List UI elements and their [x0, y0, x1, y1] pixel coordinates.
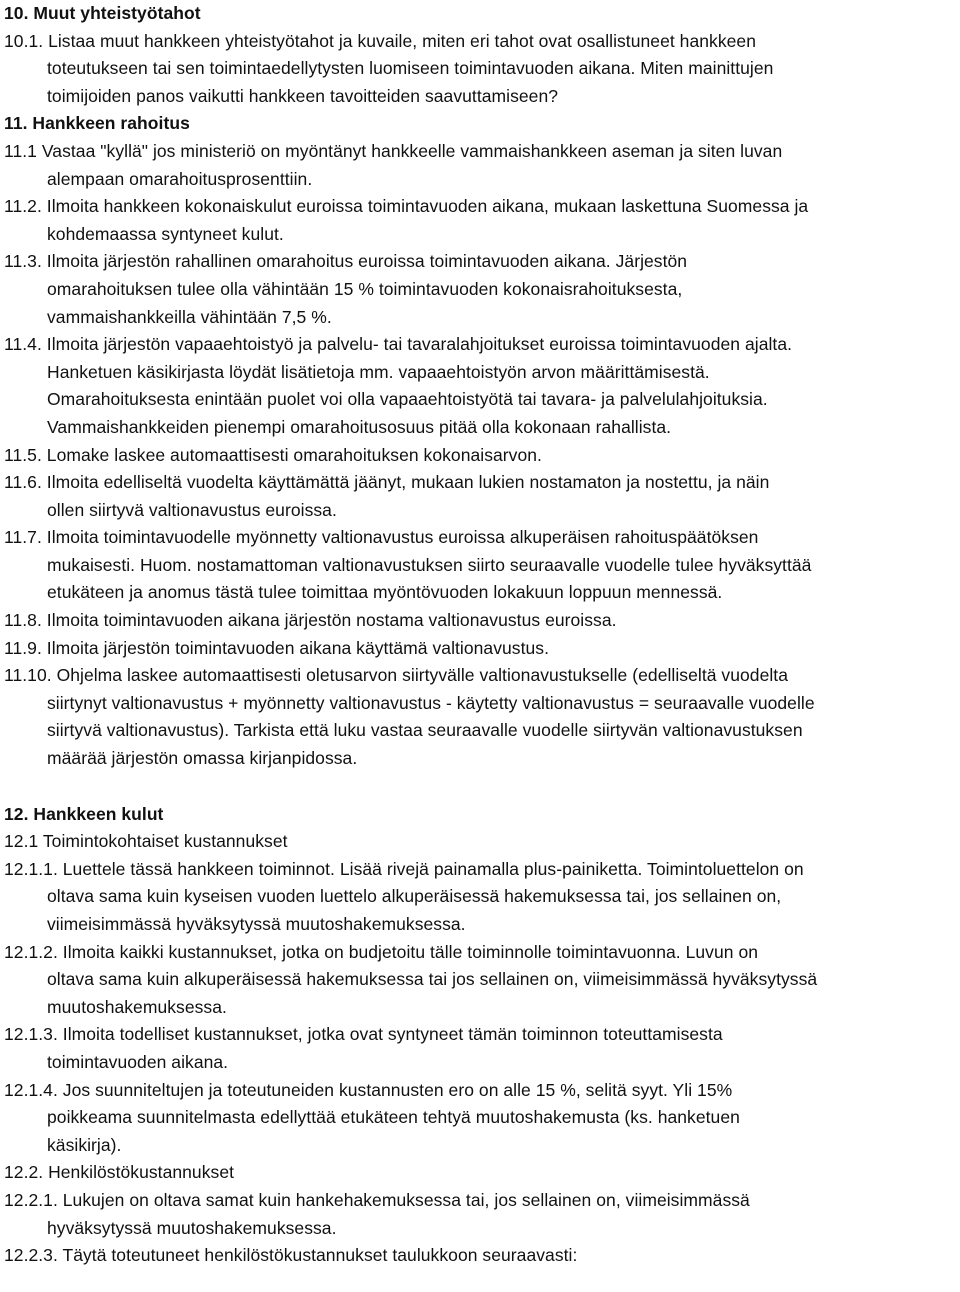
text-line: siirtyvä valtionavustus). Tarkista että luku vastaa seuraavalle vuodelle siirtyvän valtionavustuksen: [47, 720, 803, 741]
paragraph-10-1: [4, 28, 960, 111]
text-line: muutoshakemuksessa.: [47, 996, 227, 1017]
section-heading-11: 11. Hankkeen rahoitus: [4, 113, 190, 134]
paragraph-11-2: [4, 193, 960, 248]
text-line: Vammaishankkeiden pienempi omarahoitusosuus pitää olla kokonaan rahallista.: [47, 416, 672, 437]
text-line: 12.1.1. Luettele tässä hankkeen toiminnot. Lisää rivejä painamalla plus-painiketta. Toimintoluettelon on: [4, 858, 804, 879]
paragraph-11-8: [4, 607, 960, 635]
text-line: kohdemaassa syntyneet kulut.: [47, 223, 284, 244]
section-heading-12: 12. Hankkeen kulut: [4, 803, 164, 824]
text-line: Hanketuen käsikirjasta löydät lisätietoja mm. vapaaehtoistyön arvon määrittämisestä.: [47, 361, 710, 382]
text-line: käsikirja).: [47, 1134, 122, 1155]
section-spacer: [4, 773, 960, 801]
text-line: 12.1 Toimintokohtaiset kustannukset: [4, 831, 288, 852]
paragraph-12-1-2: [4, 939, 960, 1022]
text-line: toimijoiden panos vaikutti hankkeen tavoitteiden saavuttamiseen?: [47, 85, 559, 106]
text-line: 12.1.4. Jos suunniteltujen ja toteutuneiden kustannusten ero on alle 15 %, selitä syyt. Yli 15%: [4, 1079, 733, 1100]
text-line: toteutukseen tai sen toimintaedellytysten luomiseen toimintavuoden aikana. Miten mainittujen: [47, 58, 774, 79]
text-line: oltava sama kuin kyseisen vuoden luettelo alkuperäisessä hakemuksessa tai, jos sellainen on,: [47, 886, 782, 907]
paragraph-12-1-4: [4, 1077, 960, 1160]
paragraph-11-4: [4, 331, 960, 441]
text-line: mukaisesti. Huom. nostamattoman valtionavustuksen siirto seuraavalle vuodelle tulee hyväksyttää: [47, 554, 812, 575]
text-line: 11.4. Ilmoita järjestön vapaaehtoistyö ja palvelu- tai tavaralahjoitukset euroissa toimintavuoden ajalta.: [4, 334, 793, 355]
text-line: 12.2.1. Lukujen on oltava samat kuin hankehakemuksessa tai, jos sellainen on, viimeisimmässä: [4, 1189, 750, 1210]
text-line: alempaan omarahoitusprosenttiin.: [47, 168, 313, 189]
text-line: 11.2. Ilmoita hankkeen kokonaiskulut euroissa toimintavuoden aikana, mukaan laskettuna Suomessa ja: [4, 196, 809, 217]
paragraph-11-9: [4, 635, 960, 663]
text-line: määrää järjestön omassa kirjanpidossa.: [47, 748, 358, 769]
paragraph-11-6: [4, 469, 960, 524]
paragraph-11-1: [4, 138, 960, 193]
text-line: hyväksytyssä muutoshakemuksessa.: [47, 1217, 337, 1238]
text-line: viimeisimmässä hyväksytyssä muutoshakemuksessa.: [47, 914, 466, 934]
text-line: 11.3. Ilmoita järjestön rahallinen omarahoitus euroissa toimintavuoden aikana. Järjestön: [4, 251, 688, 272]
paragraph-12-1-3: [4, 1021, 960, 1076]
paragraph-11-7: [4, 524, 960, 607]
text-line: 12.1.3. Ilmoita todelliset kustannukset, jotka ovat syntyneet tämän toiminnon toteuttamisesta: [4, 1024, 723, 1045]
paragraph-11-3: [4, 248, 960, 331]
text-line: Omarahoituksesta enintään puolet voi olla vapaaehtoistyötä tai tavara- ja palvelulahjoituksia.: [47, 389, 768, 410]
paragraph-11-10: [4, 662, 960, 772]
text-line: 11.9. Ilmoita järjestön toimintavuoden aikana käyttämä valtionavustus.: [4, 637, 549, 658]
text-line: 11.8. Ilmoita toimintavuoden aikana järjestön nostama valtionavustus euroissa.: [4, 610, 617, 631]
text-line: 11.1 Vastaa "kyllä" jos ministeriö on myöntänyt hankkeelle vammaishankkeen aseman ja siten luvan: [4, 140, 783, 161]
text-line: 11.6. Ilmoita edelliseltä vuodelta käyttämättä jäänyt, mukaan lukien nostamaton ja nostettu, ja näin: [4, 472, 770, 493]
text-line: omarahoituksen tulee olla vähintään 15 % toimintavuoden kokonaisrahoituksesta,: [47, 278, 683, 299]
text-line: toimintavuoden aikana.: [47, 1051, 229, 1072]
paragraph-11-5: [4, 442, 960, 470]
text-line: 11.10. Ohjelma laskee automaattisesti oletusarvon siirtyvälle valtionavustukselle (edelliseltä vuodelta: [4, 665, 788, 686]
text-line: vammaishankkeilla vähintään 7,5 %.: [47, 306, 332, 327]
text-line: 11.7. Ilmoita toimintavuodelle myönnetty valtionavustus euroissa alkuperäisen rahoituspäätöksen: [4, 527, 759, 548]
text-line: poikkeama suunnitelmasta edellyttää etukäteen tehtyä muutoshakemusta (ks. hanketuen: [47, 1107, 740, 1128]
text-line: ollen siirtyvä valtionavustus euroissa.: [47, 499, 337, 520]
text-line: oltava sama kuin alkuperäisessä hakemuksessa tai jos sellainen on, viimeisimmässä hyväksytyssä: [47, 969, 818, 990]
text-line: 10.1. Listaa muut hankkeen yhteistyötahot ja kuvaile, miten eri tahot ovat osallistuneet hankkeen: [4, 30, 756, 51]
text-line: 11.5. Lomake laskee automaattisesti omarahoituksen kokonaisarvon.: [4, 444, 542, 465]
text-line: siirtynyt valtionavustus + myönnetty valtionavustus - käytetty valtionavustus = seuraavalle vuodelle: [47, 692, 815, 713]
text-line: 12.2. Henkilöstökustannukset: [4, 1162, 235, 1183]
text-line: 12.2.3. Täytä toteutuneet henkilöstökustannukset taulukkoon seuraavasti:: [4, 1245, 578, 1266]
paragraph-12-2-3: [4, 1242, 960, 1270]
paragraph-12-2: [4, 1159, 960, 1187]
text-line: etukäteen ja anomus tästä tulee toimittaa myöntövuoden lokakuun loppuun mennessä.: [47, 582, 723, 603]
section-heading-10: 10. Muut yhteistyötahot: [4, 3, 201, 23]
text-line: 12.1.2. Ilmoita kaikki kustannukset, jotka on budjetoitu tälle toiminnolle toimintavuonna. Luvun on: [4, 941, 759, 962]
paragraph-12-1-1: [4, 856, 960, 939]
paragraph-12-2-1: [4, 1187, 960, 1242]
paragraph-12-1: [4, 828, 960, 856]
